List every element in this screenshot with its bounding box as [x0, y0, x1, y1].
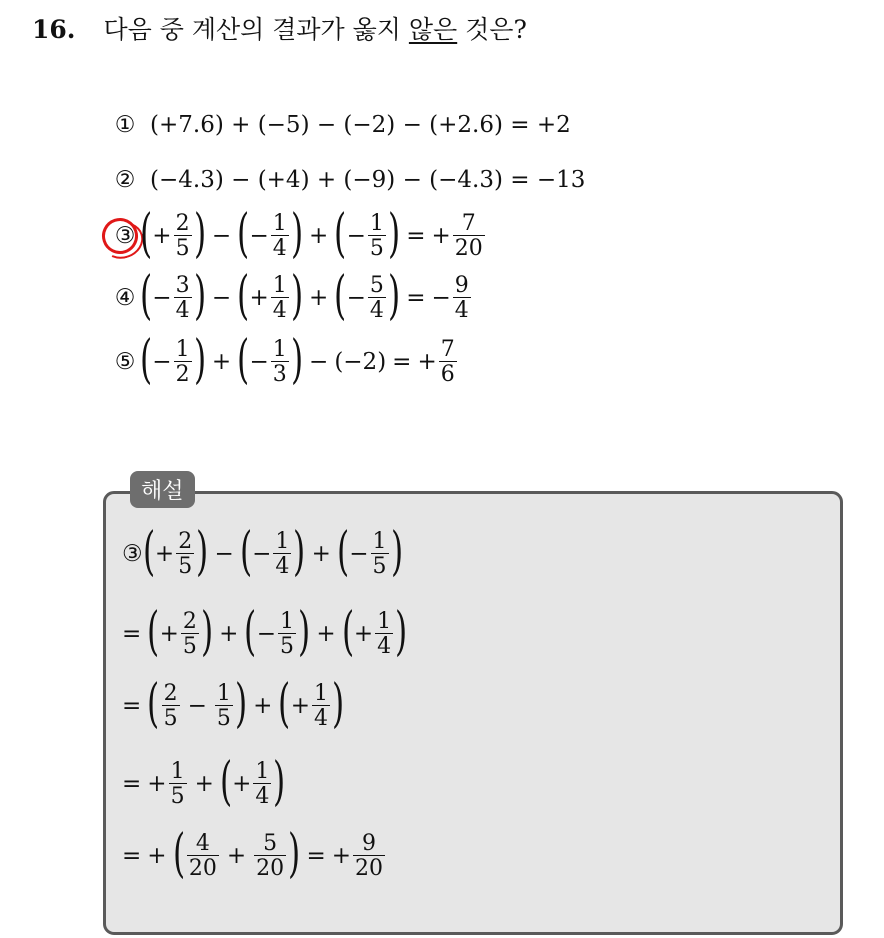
choice-5: ⑤ ( − $\frac{1}{2}$ ) + ( − $\frac{1}{3}$ ) − (−2) = + $\frac{7}{6}$	[110, 336, 459, 388]
question-number: 16.	[32, 15, 76, 44]
fraction: $\frac{1}{2}$	[175, 336, 190, 387]
choice-marker: ③	[114, 223, 136, 249]
fraction: $\frac{5}{20}$	[256, 830, 285, 881]
fraction: $\frac{2}{5}$	[178, 528, 193, 579]
fraction: $\frac{9}{4}$	[454, 272, 469, 323]
fraction: $\frac{1}{4}$	[275, 528, 290, 579]
choice-2	[110, 167, 585, 193]
fraction: $\frac{7}{20}$	[454, 210, 483, 261]
fraction: $\frac{1}{5}$	[170, 758, 185, 809]
fraction: $\frac{2}{5}$	[175, 210, 190, 261]
choice-marker: ①	[114, 112, 136, 138]
fraction: $\frac{7}{6}$	[440, 336, 455, 387]
solution-step-1: ③ ( + $\frac{2}{5}$ ) − ( − $\frac{1}{4}$ ) + ( − $\frac{1}{5}$ )	[122, 522, 403, 582]
fraction: $\frac{1}{5}$	[372, 528, 387, 579]
choice-3: ③ ( + $\frac{2}{5}$ ) − ( − $\frac{1}{4}$ ) + ( − $\frac{1}{5}$ ) = + $\frac{7}{20}$	[110, 210, 487, 262]
choice-expression: (−4.3) − (+4) + (−9) − (−4.3) = −13	[150, 167, 586, 193]
fraction: $\frac{5}{4}$	[369, 272, 384, 323]
fraction: $\frac{1}{4}$	[314, 680, 329, 731]
solution-step-3: = ( $\frac{2}{5}$ − $\frac{1}{5}$ ) + ( + $\frac{1}{4}$ )	[122, 674, 345, 734]
choice-marker: ②	[114, 167, 136, 193]
fraction: $\frac{1}{3}$	[272, 336, 287, 387]
fraction: $\frac{1}{4}$	[272, 272, 287, 323]
question-text: 다음 중 계산의 결과가 옳지 않은 것은?	[103, 15, 527, 44]
question-header	[32, 10, 527, 46]
fraction: $\frac{1}{5}$	[369, 210, 384, 261]
choice-marker: ⑤	[114, 349, 136, 375]
fraction: $\frac{1}{4}$	[377, 608, 392, 659]
choice-4: ④ ( − $\frac{3}{4}$ ) − ( + $\frac{1}{4}$ ) + ( − $\frac{5}{4}$ ) = − $\frac{9}{4}$	[110, 272, 473, 324]
fraction: $\frac{1}{4}$	[272, 210, 287, 261]
fraction: $\frac{9}{20}$	[355, 830, 383, 881]
solution-step-5: = + ( $\frac{4}{20}$ + $\frac{5}{20}$ ) = + $\frac{9}{20}$	[122, 824, 383, 884]
solution-step-2: = ( + $\frac{2}{5}$ ) + ( − $\frac{1}{5}$ ) + ( + $\frac{1}{4}$ )	[122, 602, 408, 662]
choice-marker: ④	[114, 285, 136, 311]
fraction: $\frac{1}{4}$	[255, 758, 270, 809]
choice-marker: ③	[122, 541, 143, 567]
fraction: $\frac{2}{5}$	[163, 680, 178, 731]
fraction: $\frac{1}{5}$	[216, 680, 231, 731]
fraction: $\frac{2}{5}$	[182, 608, 197, 659]
solution-step-4: = + $\frac{1}{5}$ + ( + $\frac{1}{4}$ )	[122, 752, 286, 812]
fraction: $\frac{1}{5}$	[280, 608, 295, 659]
underlined-keyword: 않은	[408, 15, 458, 44]
fraction: $\frac{3}{4}$	[175, 272, 190, 323]
choice-expression: (+7.6) + (−5) − (−2) − (+2.6) = +2	[150, 112, 571, 138]
choice-1	[110, 112, 571, 138]
explanation-label: 해설	[130, 471, 195, 508]
fraction: $\frac{4}{20}$	[188, 830, 217, 881]
